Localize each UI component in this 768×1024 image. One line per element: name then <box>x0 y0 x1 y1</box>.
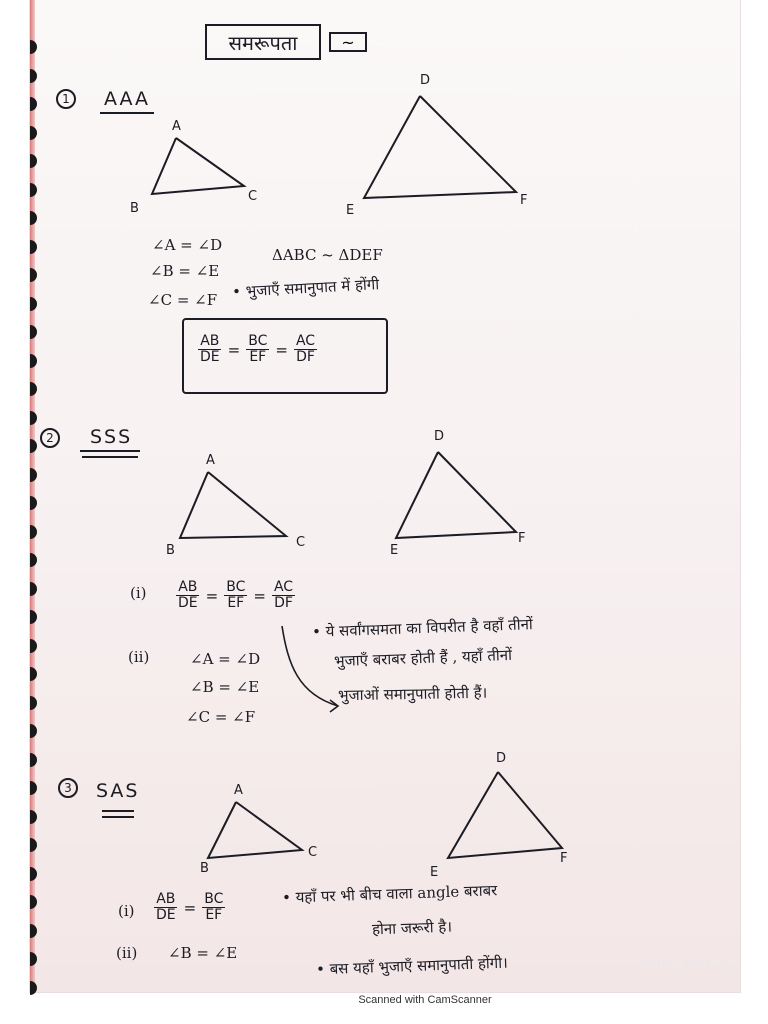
vertex-label: A <box>206 453 215 468</box>
vertex-label: D <box>434 429 445 444</box>
similarity-symbol: ~ <box>329 32 367 52</box>
angle-equality: ∠B = ∠E <box>168 944 238 962</box>
vertex-label: E <box>346 203 355 218</box>
timestamp: 27 Nov 2024, 3: <box>640 958 729 971</box>
note-line: • यहाँ पर भी बीच वाला angle बराबर <box>281 881 498 907</box>
fraction: $\frac{AC}{DF}$ <box>273 579 294 612</box>
vertex-label: D <box>496 751 507 766</box>
vertex-label: F <box>560 851 568 866</box>
fraction: $\frac{AB}{DE}$ <box>156 891 176 924</box>
fraction: $\frac{BC}{EF}$ <box>248 333 268 366</box>
note-line: होना जरूरी है। <box>371 917 453 939</box>
ratio-equation: $\frac{AB}{DE}$ = $\frac{BC}{EF}$ = $\frac{AC}{DF}$ <box>200 333 316 366</box>
proportional-note: • भुजाएँ समानुपात में होंगी <box>231 275 380 301</box>
angle-equality: ∠A = ∠D <box>152 236 223 254</box>
note-line: भुजाओं समानुपाती होती हैं। <box>337 683 488 705</box>
section-number: 1 <box>56 89 76 109</box>
vertex-label: C <box>296 535 306 550</box>
triangle-abc <box>160 450 320 560</box>
vertex-label: E <box>390 543 399 558</box>
heading-underline <box>102 816 134 818</box>
fraction: $\frac{BC}{EF}$ <box>226 579 246 612</box>
vertex-label: C <box>248 189 258 204</box>
ratio-equation: $\frac{AB}{DE}$ = $\frac{BC}{EF}$ = $\frac{AC}{DF}$ <box>178 579 294 612</box>
fraction: $\frac{AB}{DE}$ <box>200 333 220 366</box>
vertex-label: E <box>430 865 439 880</box>
angle-equality: ∠A = ∠D <box>190 650 261 668</box>
heading-underline <box>82 456 138 458</box>
item-label: (ii) <box>128 648 150 666</box>
triangle-abc <box>120 110 280 220</box>
note-line: • ये सर्वांगसमता का विपरीत है वहाँ तीनों <box>311 615 534 641</box>
vertex-label: F <box>520 193 528 208</box>
item-label: (i) <box>130 584 147 602</box>
note-line: भुजाएँ बराबर होती हैं , यहाँ तीनों <box>333 645 513 671</box>
vertex-label: C <box>308 845 318 860</box>
vertex-label: B <box>200 861 209 876</box>
section-heading: SSS <box>90 426 133 448</box>
vertex-label: D <box>420 73 431 88</box>
note-line: • बस यहाँ भुजाएँ समानुपाती होंगी। <box>315 953 509 979</box>
vertex-label: F <box>518 531 526 546</box>
ratio-equation: $\frac{AB}{DE}$ = $\frac{BC}{EF}$ <box>156 891 224 924</box>
angle-equality: ∠B = ∠E <box>190 678 260 696</box>
section-heading: AAA <box>104 88 151 110</box>
item-label: (ii) <box>116 944 138 962</box>
angle-equality: ∠C = ∠F <box>148 291 218 309</box>
vertex-label: A <box>172 119 181 134</box>
section-number: 3 <box>58 778 78 798</box>
scanner-watermark: Scanned with CamScanner <box>358 994 492 1006</box>
section-heading: SAS <box>96 780 140 802</box>
triangle-def <box>380 426 540 556</box>
fraction: $\frac{AC}{DF}$ <box>295 333 316 366</box>
angle-equality: ∠B = ∠E <box>150 262 220 280</box>
fraction: $\frac{BC}{EF}$ <box>204 891 224 924</box>
heading-underline <box>102 810 134 812</box>
item-label: (i) <box>118 902 135 920</box>
triangle-abc <box>196 780 336 880</box>
page-title: समरूपता <box>205 24 321 60</box>
vertex-label: B <box>130 201 139 216</box>
similarity-statement: ΔABC ~ ΔDEF <box>272 246 383 264</box>
vertex-label: B <box>166 543 175 558</box>
fraction: $\frac{AB}{DE}$ <box>178 579 198 612</box>
angle-equality: ∠C = ∠F <box>186 708 256 726</box>
vertex-label: A <box>234 783 243 798</box>
triangle-def <box>426 748 586 888</box>
section-number: 2 <box>40 428 60 448</box>
heading-underline <box>80 450 140 452</box>
triangle-def <box>340 70 540 220</box>
